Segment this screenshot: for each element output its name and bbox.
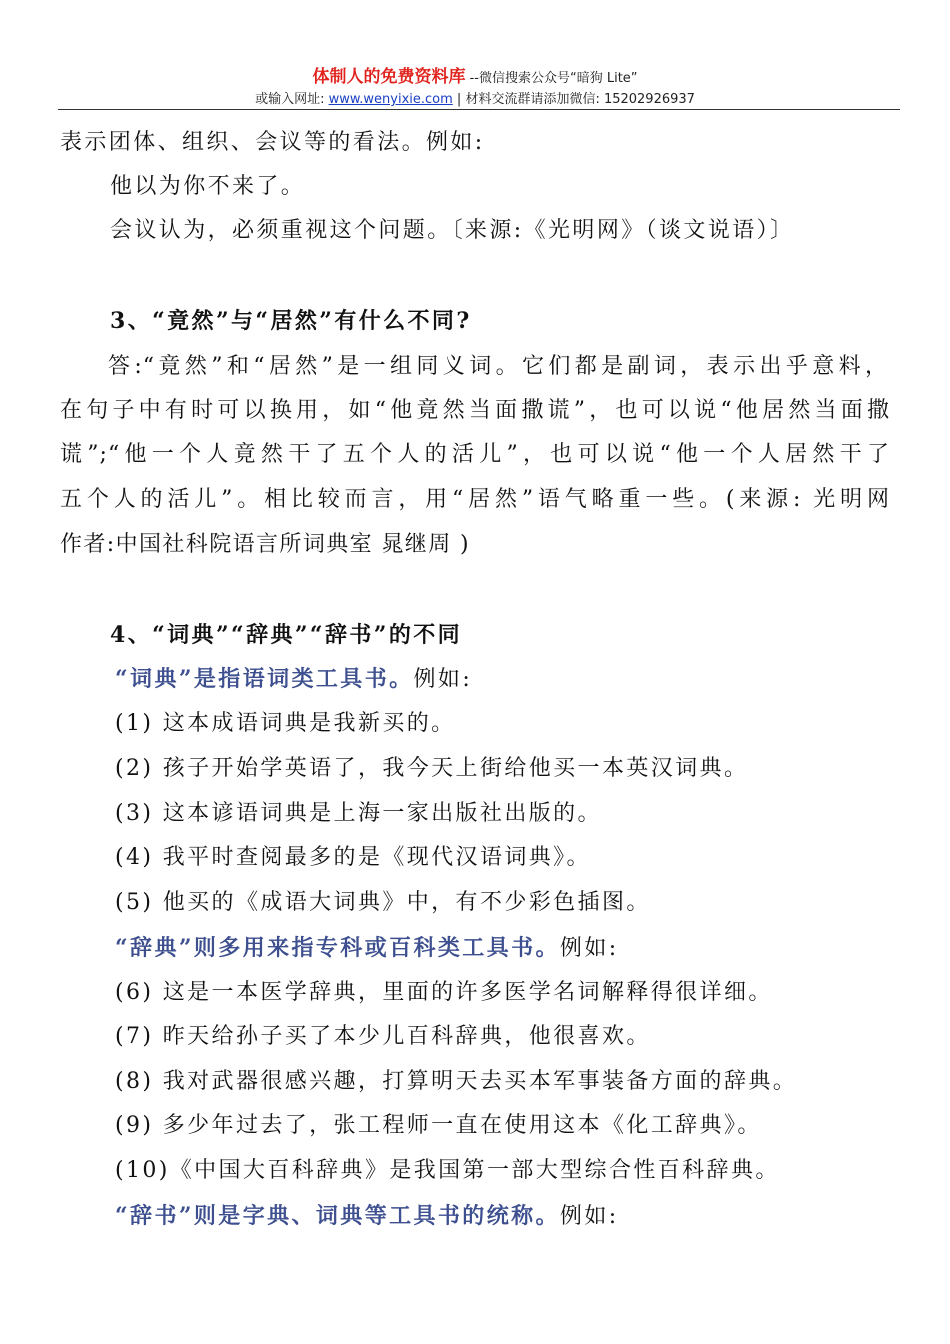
header-slogan: --微信搜索公众号“暗狗 Lite” [465, 71, 638, 86]
cidian-definition: “词典”是指语词类工具书。 [115, 666, 414, 692]
q3-answer-line-4: 五个人的活儿”。相比较而言，用“居然”语气略重一些。(来源: 光明网 [60, 487, 890, 512]
q3-answer-line-3: 谎”;“他一个人竟然干了五个人的活儿”，也可以说“他一个人居然干了 [60, 442, 890, 467]
cishu-lead: 例如: [559, 1204, 619, 1229]
intro-line: 表示团体、组织、会议等的看法。例如: [60, 130, 485, 155]
section-3-title: 3、“竟然”与“居然”有什么不同? [110, 308, 472, 334]
header-banner [0, 68, 950, 88]
cidian-lead: 例如: [413, 667, 473, 692]
header-contact [0, 91, 950, 108]
page-header [0, 68, 950, 108]
section-4-title: 4、“词典”“辞典”“辞书”的不同 [110, 622, 463, 648]
site-prefix: 或输入网址: [255, 92, 329, 107]
cidian2-definition-line [115, 933, 619, 964]
example-9: (9) 多少年过去了，张工程师一直在使用这本《化工辞典》。 [115, 1113, 762, 1138]
example-1: (1) 这本成语词典是我新买的。 [115, 711, 456, 736]
example-a: 他以为你不来了。 [110, 174, 306, 199]
example-10: (10)《中国大百科辞典》是我国第一部大型综合性百科辞典。 [115, 1158, 780, 1183]
cishu-definition: “辞书”则是字典、词典等工具书的统称。 [115, 1203, 560, 1229]
example-2: (2) 孩子开始学英语了，我今天上街给他买一本英汉词典。 [115, 756, 749, 781]
cidian2-lead: 例如: [559, 936, 619, 961]
example-7: (7) 昨天给孙子买了本少儿百科辞典，他很喜欢。 [115, 1024, 651, 1049]
contact-info: | 材料交流群请添加微信: 15202926937 [452, 92, 695, 107]
example-8: (8) 我对武器很感兴趣，打算明天去买本军事装备方面的辞典。 [115, 1069, 798, 1094]
cidian2-definition: “辞典”则多用来指专科或百科类工具书。 [115, 935, 560, 961]
example-3: (3) 这本谚语词典是上海一家出版社出版的。 [115, 801, 602, 826]
q3-answer-line-5: 作者:中国社科院语言所词典室 晁继周 ) [60, 532, 470, 557]
header-divider [58, 109, 900, 110]
example-4: (4) 我平时查阅最多的是《现代汉语词典》。 [115, 845, 591, 870]
q3-answer-line-1: 答:“竟然”和“居然”是一组同义词。它们都是副词，表示出乎意料， [108, 354, 888, 379]
example-5: (5) 他买的《成语大词典》中，有不少彩色插图。 [115, 890, 651, 915]
brand-title: 体制人的免费资料库 [312, 67, 466, 87]
cishu-definition-line [115, 1201, 619, 1232]
q3-answer-line-2: 在句子中有时可以换用，如“他竟然当面撒谎”，也可以说“他居然当面撒 [60, 398, 890, 423]
example-6: (6) 这是一本医学辞典，里面的许多医学名词解释得很详细。 [115, 980, 773, 1005]
cidian-definition-line [115, 664, 472, 695]
example-b: 会议认为，必须重视这个问题。〔来源:《光明网》（谈文说语）〕 [110, 218, 795, 243]
site-link[interactable]: www.wenyixie.com [328, 92, 453, 107]
